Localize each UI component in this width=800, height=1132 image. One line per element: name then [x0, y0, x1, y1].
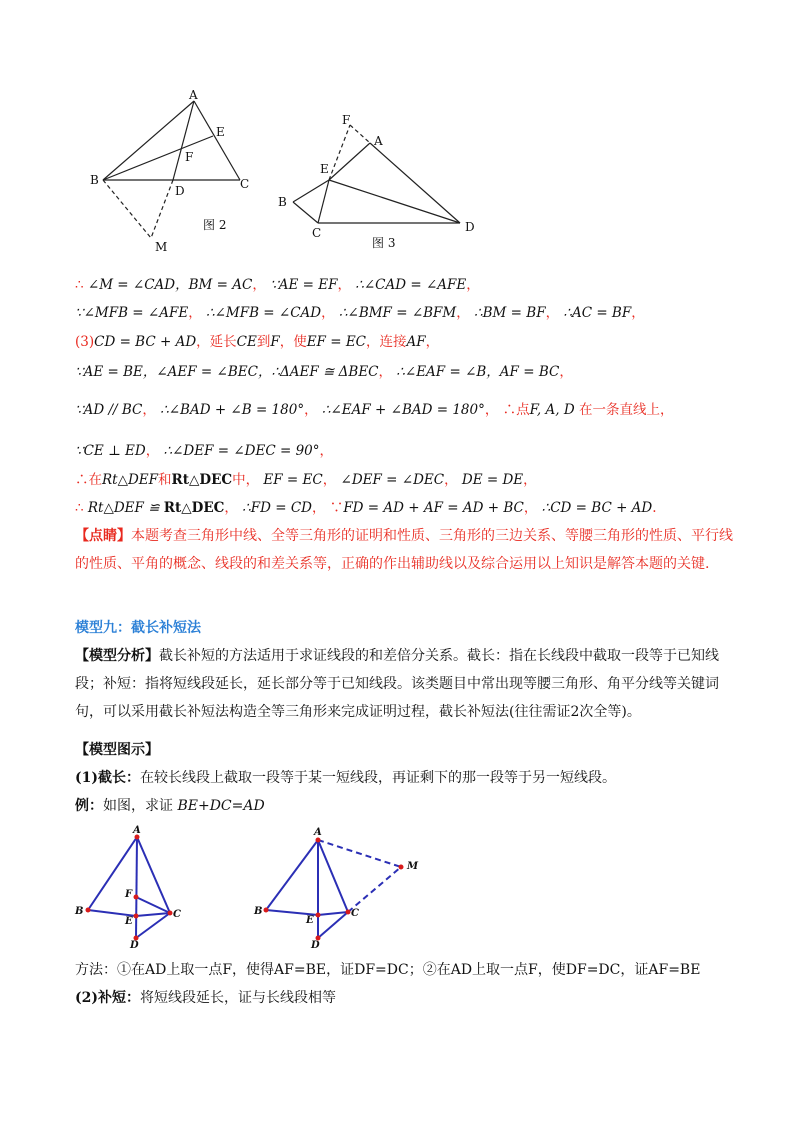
- analysis-text: 截长补短的方法适用于求证线段的和差倍分关系。截长：指在长线段中截取一段等于已知线段；补短：指将短线段延长，延长部分等于已知线段。该类题目中常出现等腰三角形、角平分线等关键词句，可以采用截长补短法构造全等三角形来完成证明过程，截长补短法(往往需证2次全等)。: [75, 648, 719, 720]
- model-title: 模型九：截长补短法: [75, 620, 201, 636]
- figure-caption: 图 2: [203, 218, 227, 232]
- proof-segment: ∵AD // BC: [75, 402, 143, 418]
- model-analysis: [75, 642, 735, 726]
- proof-segment: ∴∠BMF = ∠BFM: [334, 305, 457, 321]
- proof-line: [75, 441, 333, 461]
- proof-line: [75, 362, 573, 382]
- label-e: E: [306, 915, 314, 926]
- proof-segment: CE: [236, 334, 257, 350]
- proof-line: [75, 470, 537, 490]
- proof-segment: ∴∠EAF = ∠B，AF = BC: [392, 364, 560, 380]
- proof-segment: ∠DEF = ∠DEC: [336, 472, 445, 488]
- extend-text: 将短线段延长，证与长线段相等: [140, 990, 336, 1006]
- proof-segment: ∵AE = EF: [265, 277, 338, 293]
- proof-line: [75, 400, 673, 420]
- label-f: F: [342, 113, 351, 127]
- proof-segment: ∴∠EAF + ∠BAD = 180°: [317, 402, 485, 418]
- cut-text: 在较长线段上截取一段等于某一短线段，再证剩下的那一段等于另一短线段。: [140, 770, 616, 786]
- label-a: A: [189, 88, 198, 102]
- proof-segment: Rt△DEF: [102, 472, 159, 488]
- proof-segment: ，: [378, 364, 393, 380]
- example-line: [75, 796, 265, 816]
- proof-segment: ∵AE = BE，∠AEF = ∠BEC，∴ΔAEF ≅ ΔBEC: [75, 364, 379, 380]
- proof-segment: ∴FD = CD: [237, 500, 313, 516]
- proof-segment: AF: [406, 334, 426, 350]
- proof-line: [75, 275, 480, 295]
- proof-segment: DE = DE: [457, 472, 524, 488]
- label-a: A: [133, 825, 141, 836]
- proof-segment: ，: [523, 472, 537, 488]
- label-b: B: [254, 906, 263, 917]
- label-d: D: [130, 940, 139, 950]
- proof-segment: ∴∠DEF = ∠DEC = 90°: [159, 443, 320, 459]
- figure-caption: 图 3: [372, 236, 396, 250]
- example-head: 例：: [75, 798, 103, 814]
- proof-segment: 在一条直线上，: [574, 402, 674, 418]
- proof-segment: ，: [252, 277, 266, 293]
- label-e: E: [216, 125, 225, 139]
- label-m: M: [155, 240, 168, 254]
- proof-segment: ，: [188, 305, 202, 321]
- proof-segment: 和: [158, 472, 172, 488]
- label-b: B: [75, 906, 84, 917]
- comment-text: 本题考查三角形中线、全等三角形的证明和性质、三角形的三边关系、等腰三角形的性质、平行线的性质、平角的概念、线段的和差关系等，正确的作出辅助线以及综合运用以上知识是解答本题的关键.: [75, 528, 733, 572]
- label-m: M: [407, 861, 419, 872]
- label-d: D: [311, 940, 320, 950]
- label-d: D: [465, 220, 475, 234]
- proof-segment: ∴∠MFB = ∠CAD: [201, 305, 322, 321]
- proof-segment: FD = AD + AF = AD + BC: [343, 500, 524, 516]
- proof-segment: ，使: [279, 334, 307, 350]
- proof-segment: ，: [145, 443, 160, 459]
- proof-line: [75, 498, 657, 518]
- method-line: 方法：①在AD上取一点F，使得AF=BE，证DF=DC；②在AD上取一点F，使DF=DC，证AF=BE: [75, 962, 701, 978]
- label-a: A: [374, 134, 383, 148]
- label-b: B: [278, 195, 287, 209]
- cut-line: [75, 768, 616, 788]
- label-c: C: [240, 177, 250, 191]
- proof-segment: ∴点: [498, 402, 530, 418]
- label-d: D: [175, 184, 185, 198]
- proof-segment: .: [652, 500, 657, 516]
- label-a: A: [314, 827, 322, 838]
- extend-line: [75, 988, 336, 1008]
- proof-segment: F: [270, 334, 280, 350]
- diagram-tag: 【模型图示】: [75, 742, 159, 758]
- proof-segment: ∴BM = BF: [469, 305, 546, 321]
- proof-segment: ∵CE ⊥ ED: [75, 443, 146, 459]
- example-text: 如图，求证: [103, 798, 173, 814]
- proof-segment: ∴: [75, 277, 84, 293]
- comment-tag: 【点睛】: [75, 528, 131, 544]
- proof-segment: EF = EC: [306, 334, 367, 350]
- proof-segment: ∴∠CAD = ∠AFE: [350, 277, 467, 293]
- proof-line: [75, 332, 439, 352]
- label-f: F: [125, 889, 133, 900]
- proof-segment: ，: [319, 443, 334, 459]
- example-figure-left: [70, 822, 200, 950]
- label-c: C: [351, 908, 359, 919]
- proof-segment: ，: [559, 364, 573, 380]
- proof-segment: ，连接: [366, 334, 407, 350]
- extend-head: (2)补短：: [75, 990, 140, 1006]
- comment-paragraph: [75, 522, 735, 578]
- proof-segment: ∠M = ∠CAD，BM = AC: [83, 277, 253, 293]
- proof-segment: ∵∠MFB = ∠AFE: [75, 305, 189, 321]
- figure-3: [270, 105, 485, 255]
- proof-segment: ，: [484, 402, 499, 418]
- label-e: E: [320, 162, 329, 176]
- proof-segment: Rt△DEC: [163, 500, 225, 516]
- proof-segment: (3): [75, 334, 95, 350]
- example-math: BE+DC=AD: [177, 798, 265, 814]
- proof-segment: ，: [304, 402, 318, 418]
- proof-segment: ∴AC = BF: [559, 305, 632, 321]
- proof-segment: ，: [466, 277, 480, 293]
- example-figure-right: [248, 822, 428, 950]
- proof-segment: ，: [224, 500, 238, 516]
- proof-line: [75, 303, 645, 323]
- proof-segment: ∵: [325, 500, 344, 516]
- proof-segment: ，: [523, 500, 538, 516]
- proof-segment: 中，: [232, 472, 260, 488]
- proof-segment: Rt△DEF ≌: [83, 500, 164, 516]
- cut-head: (1)截长：: [75, 770, 140, 786]
- proof-segment: ，: [425, 334, 440, 350]
- proof-segment: ，: [322, 472, 337, 488]
- proof-segment: ，延长: [196, 334, 237, 350]
- label-c: C: [312, 226, 322, 240]
- proof-segment: ，: [312, 500, 326, 516]
- proof-segment: ，: [631, 305, 645, 321]
- proof-segment: ∴∠BAD + ∠B = 180°: [155, 402, 305, 418]
- proof-segment: ∴在: [75, 472, 102, 488]
- proof-segment: ，: [545, 305, 560, 321]
- proof-segment: ，: [142, 402, 156, 418]
- label-f: F: [185, 150, 194, 164]
- proof-segment: ∴CD = BC + AD: [537, 500, 653, 516]
- proof-segment: 到: [256, 334, 271, 350]
- proof-segment: CD = BC + AD: [94, 334, 197, 350]
- label-b: B: [90, 173, 99, 187]
- proof-segment: ，: [456, 305, 470, 321]
- proof-segment: EF = EC: [259, 472, 323, 488]
- proof-segment: ∴: [75, 500, 84, 516]
- proof-segment: ，: [444, 472, 458, 488]
- proof-segment: ，: [321, 305, 335, 321]
- analysis-tag: 【模型分析】: [75, 648, 159, 664]
- label-c: C: [173, 909, 181, 920]
- proof-segment: F, A, D: [529, 402, 575, 418]
- label-e: E: [125, 916, 133, 927]
- proof-segment: Rt△DEC: [171, 472, 233, 488]
- figure-2: [85, 88, 260, 258]
- proof-segment: ，: [337, 277, 351, 293]
